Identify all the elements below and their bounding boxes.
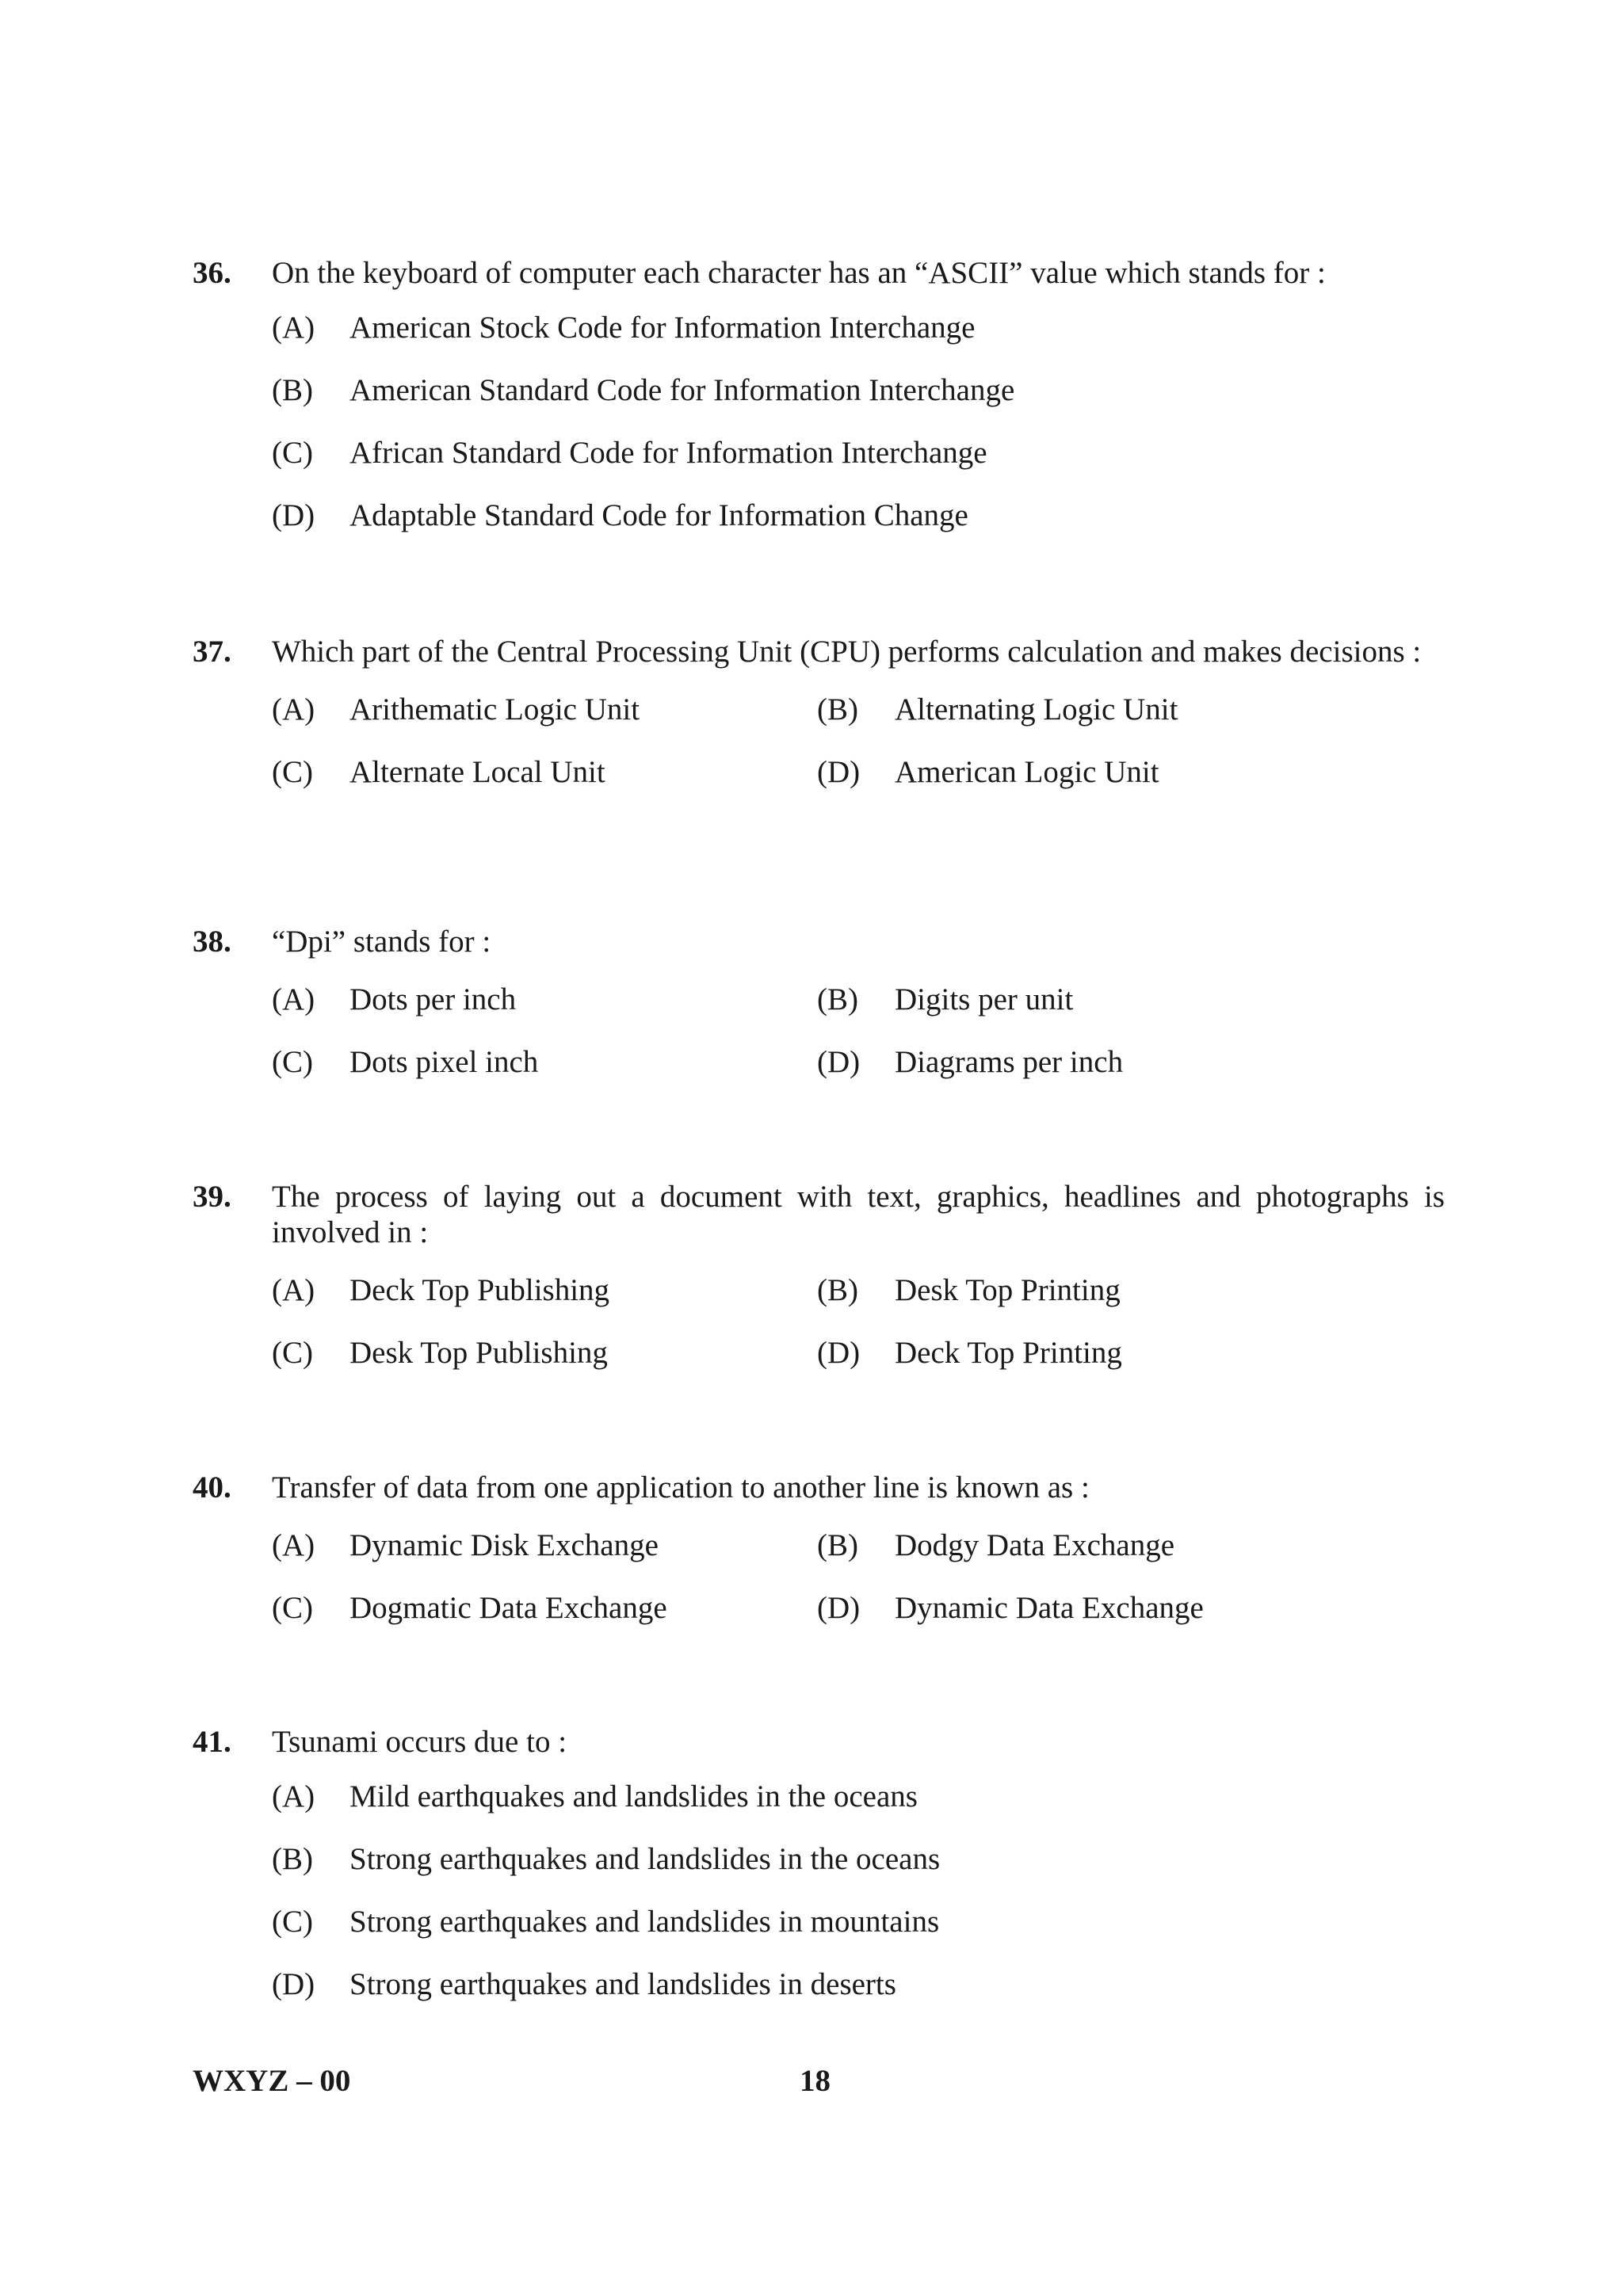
- options-grid: [272, 1272, 1445, 1371]
- question-number: 37.: [193, 635, 231, 669]
- option-a: [272, 1527, 817, 1563]
- question-36: [193, 255, 1445, 560]
- question-37: [193, 634, 1445, 817]
- option-c: [272, 1590, 817, 1626]
- option-letter: (D): [817, 755, 861, 789]
- option-text: Dots pixel inch: [349, 1045, 539, 1079]
- option-letter: (B): [272, 1842, 313, 1876]
- option-text: American Standard Code for Information Interchange: [349, 373, 1015, 407]
- option-b: [817, 1527, 1174, 1563]
- option-c: [272, 1335, 817, 1371]
- option-text: Strong earthquakes and landslides in the oceans: [349, 1842, 941, 1876]
- question-number: 38.: [193, 925, 231, 959]
- option-letter: (C): [272, 755, 313, 789]
- booklet-code: WXYZ – 00: [193, 2064, 351, 2098]
- options-grid: [272, 692, 1445, 790]
- option-text: Desk Top Publishing: [349, 1336, 608, 1370]
- question-text: Which part of the Central Processing Unit (CPU) performs calculation and makes decisions :: [272, 635, 1422, 669]
- option-letter: (B): [272, 373, 313, 407]
- option-a: [272, 982, 817, 1017]
- option-text: Diagrams per inch: [895, 1045, 1124, 1079]
- question-text: On the keyboard of computer each character has an “ASCII” value which stands for :: [272, 256, 1326, 290]
- page-footer: [193, 2063, 1445, 2103]
- option-text: American Logic Unit: [895, 755, 1159, 789]
- option-text: American Stock Code for Information Interchange: [349, 311, 976, 345]
- option-b: [817, 982, 1073, 1017]
- option-text: Alternate Local Unit: [349, 755, 605, 789]
- option-text: Alternating Logic Unit: [895, 692, 1178, 727]
- question-38: [193, 924, 1445, 1107]
- option-letter: (A): [272, 1779, 315, 1814]
- option-b: [272, 372, 1445, 408]
- option-text: Deck Top Printing: [895, 1336, 1122, 1370]
- option-text: Adaptable Standard Code for Information Change: [349, 498, 968, 532]
- option-letter: (C): [272, 1045, 313, 1079]
- option-a: [272, 1779, 1445, 1814]
- option-a: [272, 1272, 817, 1308]
- option-text: Digits per unit: [895, 982, 1074, 1016]
- question-text: Transfer of data from one application to another line is known as :: [272, 1470, 1090, 1505]
- option-text: Dots per inch: [349, 982, 517, 1016]
- options-list: [272, 310, 1445, 533]
- option-text: African Standard Code for Information Interchange: [349, 436, 987, 470]
- option-letter: (D): [272, 498, 315, 532]
- question-text: The process of laying out a document with text, graphics, headlines and photographs is involved in :: [272, 1180, 1445, 1249]
- option-letter: (B): [817, 1528, 858, 1562]
- question-number: 41.: [193, 1725, 231, 1759]
- option-c: [272, 1044, 817, 1080]
- option-text: Dogmatic Data Exchange: [349, 1591, 667, 1625]
- option-text: Dynamic Data Exchange: [895, 1591, 1204, 1625]
- option-letter: (A): [272, 1273, 315, 1307]
- question-number: 39.: [193, 1180, 231, 1214]
- option-letter: (A): [272, 1528, 315, 1562]
- option-letter: (C): [272, 436, 313, 470]
- option-text: Strong earthquakes and landslides in mountains: [349, 1905, 940, 1939]
- question-40: [193, 1470, 1445, 1653]
- option-a: [272, 310, 1445, 345]
- option-text: Strong earthquakes and landslides in deserts: [349, 1967, 896, 2001]
- option-b: [817, 692, 1178, 727]
- page-number: 18: [800, 2064, 831, 2098]
- option-d: [272, 498, 1445, 533]
- question-41: [193, 1724, 1445, 2029]
- option-b: [817, 1272, 1121, 1308]
- option-text: Dodgy Data Exchange: [895, 1528, 1175, 1562]
- option-d: [817, 1590, 1204, 1626]
- options-grid: [272, 1527, 1445, 1626]
- option-letter: (B): [817, 982, 858, 1016]
- option-letter: (C): [272, 1591, 313, 1625]
- option-d: [817, 1044, 1123, 1080]
- option-text: Dynamic Disk Exchange: [349, 1528, 659, 1562]
- option-letter: (B): [817, 692, 858, 727]
- option-c: [272, 435, 1445, 471]
- option-c: [272, 1904, 1445, 1939]
- option-d: [817, 1335, 1122, 1371]
- option-text: Arithematic Logic Unit: [349, 692, 640, 727]
- option-letter: (D): [817, 1045, 861, 1079]
- option-d: [272, 1966, 1445, 2002]
- option-text: Mild earthquakes and landslides in the oceans: [349, 1779, 918, 1814]
- question-text: “Dpi” stands for :: [272, 925, 491, 959]
- option-letter: (A): [272, 982, 315, 1016]
- option-letter: (D): [817, 1336, 861, 1370]
- option-d: [817, 754, 1159, 790]
- question-text: Tsunami occurs due to :: [272, 1725, 567, 1759]
- option-letter: (C): [272, 1336, 313, 1370]
- option-letter: (B): [817, 1273, 858, 1307]
- options-grid: [272, 982, 1445, 1080]
- option-letter: (A): [272, 311, 315, 345]
- options-list: [272, 1779, 1445, 2002]
- option-b: [272, 1841, 1445, 1877]
- option-letter: (C): [272, 1905, 313, 1939]
- option-letter: (D): [272, 1967, 315, 2001]
- option-c: [272, 754, 817, 790]
- option-text: Desk Top Printing: [895, 1273, 1121, 1307]
- question-number: 40.: [193, 1470, 231, 1505]
- option-letter: (D): [817, 1591, 861, 1625]
- question-number: 36.: [193, 256, 231, 290]
- question-39: [193, 1179, 1445, 1398]
- option-a: [272, 692, 817, 727]
- option-letter: (A): [272, 692, 315, 727]
- option-text: Deck Top Publishing: [349, 1273, 610, 1307]
